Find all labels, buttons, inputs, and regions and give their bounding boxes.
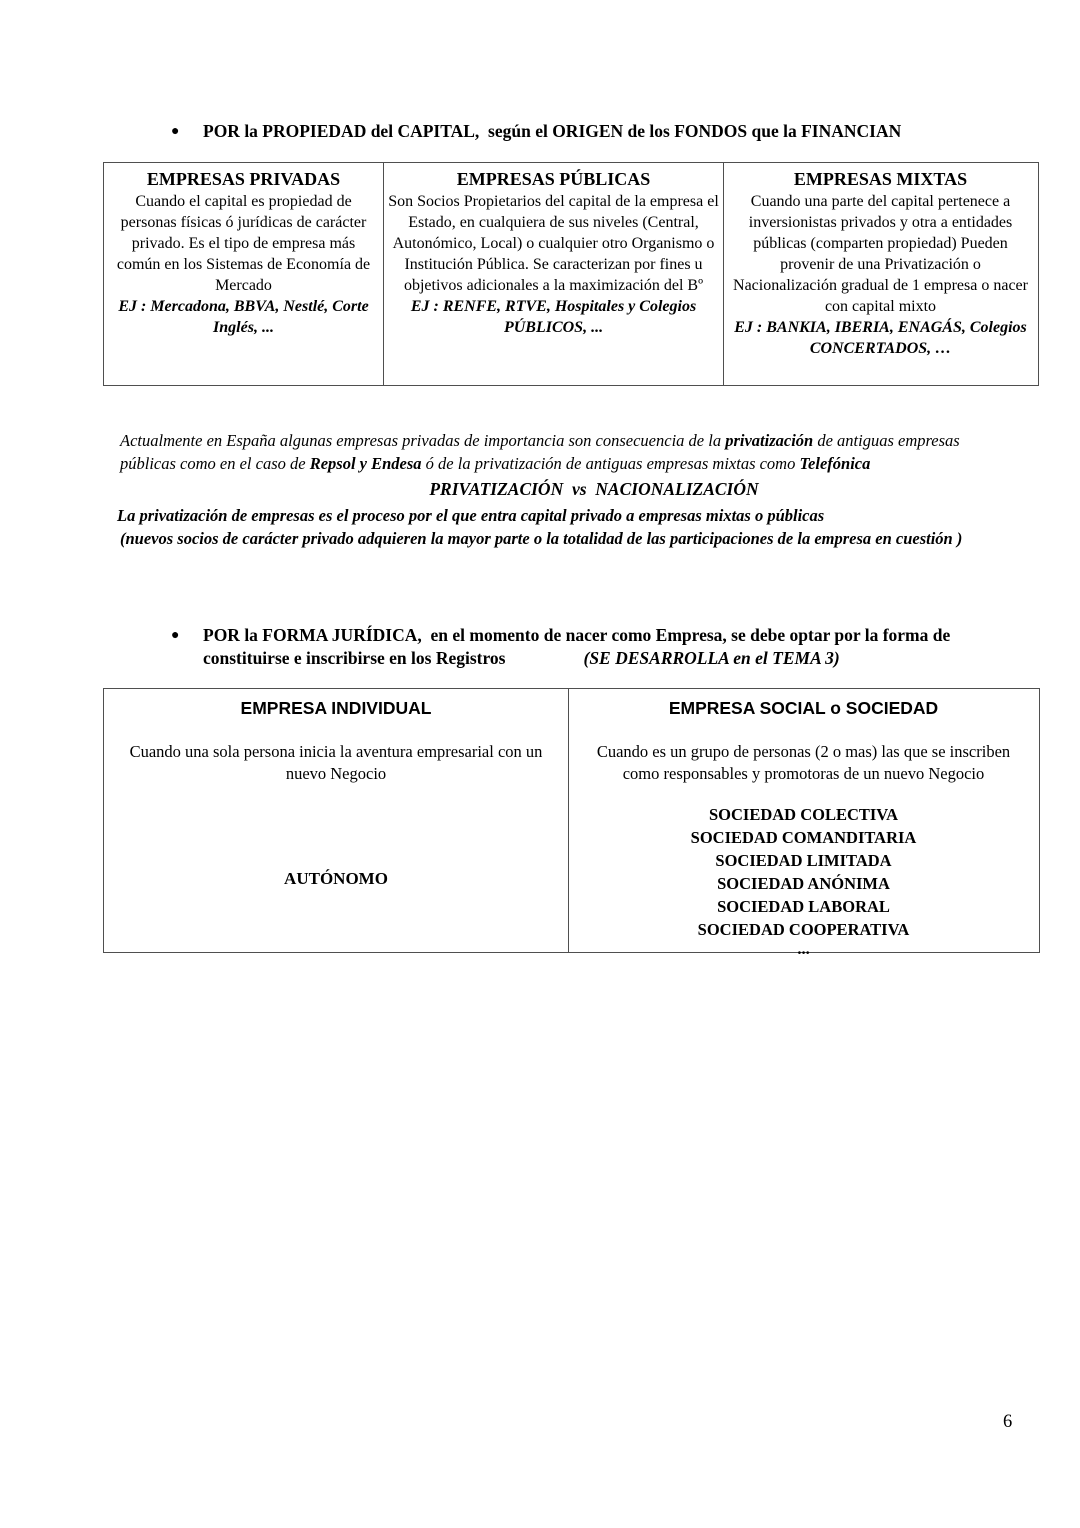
cell-body: Cuando el capital es propiedad de personas físicas ó jurídicas de carácter privado. Es el tipo de empresa más común en los Sistemas de Economía de Mercado xyxy=(116,193,371,294)
privatization-paragraph xyxy=(120,429,1012,475)
society-type-item: SOCIEDAD COMANDITARIA xyxy=(690,828,917,847)
section-capital-heading xyxy=(171,120,1031,143)
paragraph-text: de antiguas empresas públicas como en el caso de xyxy=(120,431,960,473)
page-number: 6 xyxy=(1003,1412,1013,1432)
cell-header: EMPRESAS MIXTAS xyxy=(793,169,968,189)
privatization-definition: La privatización de empresas es el proceso por el que entra capital privado a empresas mixtas o públicas xyxy=(117,506,825,525)
cell-header: EMPRESAS PRIVADAS xyxy=(146,169,341,189)
cell-header: EMPRESA INDIVIDUAL xyxy=(240,698,432,718)
bullet-icon: ● xyxy=(171,628,180,643)
section-forma-note: (SE DESARROLLA en el TEMA 3) xyxy=(583,648,840,668)
cell-header: EMPRESA SOCIAL o SOCIEDAD xyxy=(668,698,939,718)
table-por-propiedad-capital xyxy=(103,162,1039,386)
cell-example: EJ : Mercadona, BBVA, Nestlé, Corte Inglés, ... xyxy=(118,298,369,336)
versus-heading: PRIVATIZACIÓN vs NACIONALIZACIÓN xyxy=(429,479,759,499)
privatization-block xyxy=(117,429,1012,550)
keyword-repsol-endesa: Repsol y Endesa xyxy=(309,454,422,473)
society-type-item: SOCIEDAD COOPERATIVA xyxy=(697,920,910,939)
cell-empresa-individual xyxy=(104,689,568,952)
cell-body: Son Socios Propietarios del capital de la empresa el Estado, en cualquiera de sus niveles (Central, Autonómico, Local) o cualquier otro Organismo o Institución Pública. Se caracterizan por fines u objetivos adicionales a la maximización del Bº xyxy=(388,193,719,294)
society-type-item: SOCIEDAD COLECTIVA xyxy=(708,805,899,824)
paragraph-text: Actualmente en España algunas empresas privadas de importancia son consecuencia de la xyxy=(120,431,726,450)
cell-empresas-mixtas xyxy=(723,163,1037,385)
autonomo-label: AUTÓNOMO xyxy=(284,869,388,888)
table-por-forma-juridica xyxy=(103,688,1040,958)
cell-body: Cuando una parte del capital pertenece a inversionistas privados y otra a entidades públicas (comparten propiedad) Pueden provenir de una Privatización o Nacionalización gradual de 1 empresa o nacer con capital mixto xyxy=(733,193,1028,315)
society-type-item: SOCIEDAD LABORAL xyxy=(717,897,890,916)
society-type-item: SOCIEDAD ANÓNIMA xyxy=(717,874,890,893)
society-type-item: SOCIEDAD LIMITADA xyxy=(715,851,892,870)
section-forma-title xyxy=(203,624,1033,670)
keyword-telefonica: Telefónica xyxy=(799,454,871,473)
cell-header: EMPRESAS PÚBLICAS xyxy=(456,169,651,189)
cell-body: Cuando es un grupo de personas (2 o mas) las que se inscriben como responsables y promotoras de un nuevo Negocio xyxy=(596,742,1011,783)
section-forma-text: POR la FORMA JURÍDICA, en el momento de nacer como Empresa, se debe optar por la forma de constituirse e inscribirse en los Registros xyxy=(203,625,955,668)
society-types-list xyxy=(577,803,1030,941)
bullet-icon: ● xyxy=(171,124,180,139)
privatization-definition-note: (nuevos socios de carácter privado adquieren la mayor parte o la totalidad de las participaciones de la empresa en cuestión ) xyxy=(120,529,963,548)
cell-body: Cuando una sola persona inicia la aventura empresarial con un nuevo Negocio xyxy=(129,742,543,783)
section-capital-title: POR la PROPIEDAD del CAPITAL, según el ORIGEN de los FONDOS que la FINANCIAN xyxy=(203,121,902,141)
society-types-ellipsis: ... xyxy=(797,939,810,958)
cell-empresas-publicas xyxy=(383,163,723,385)
cell-empresa-social xyxy=(568,689,1038,958)
cell-example: EJ : RENFE, RTVE, Hospitales y Colegios PÚBLICOS, ... xyxy=(410,298,697,336)
cell-empresas-privadas xyxy=(104,163,383,385)
cell-example: EJ : BANKIA, IBERIA, ENAGÁS, Colegios CONCERTADOS, … xyxy=(734,319,1027,357)
keyword-privatizacion: privatización xyxy=(725,431,814,450)
section-forma-heading xyxy=(171,624,1033,670)
paragraph-text: ó de la privatización de antiguas empresas mixtas como xyxy=(421,454,800,473)
